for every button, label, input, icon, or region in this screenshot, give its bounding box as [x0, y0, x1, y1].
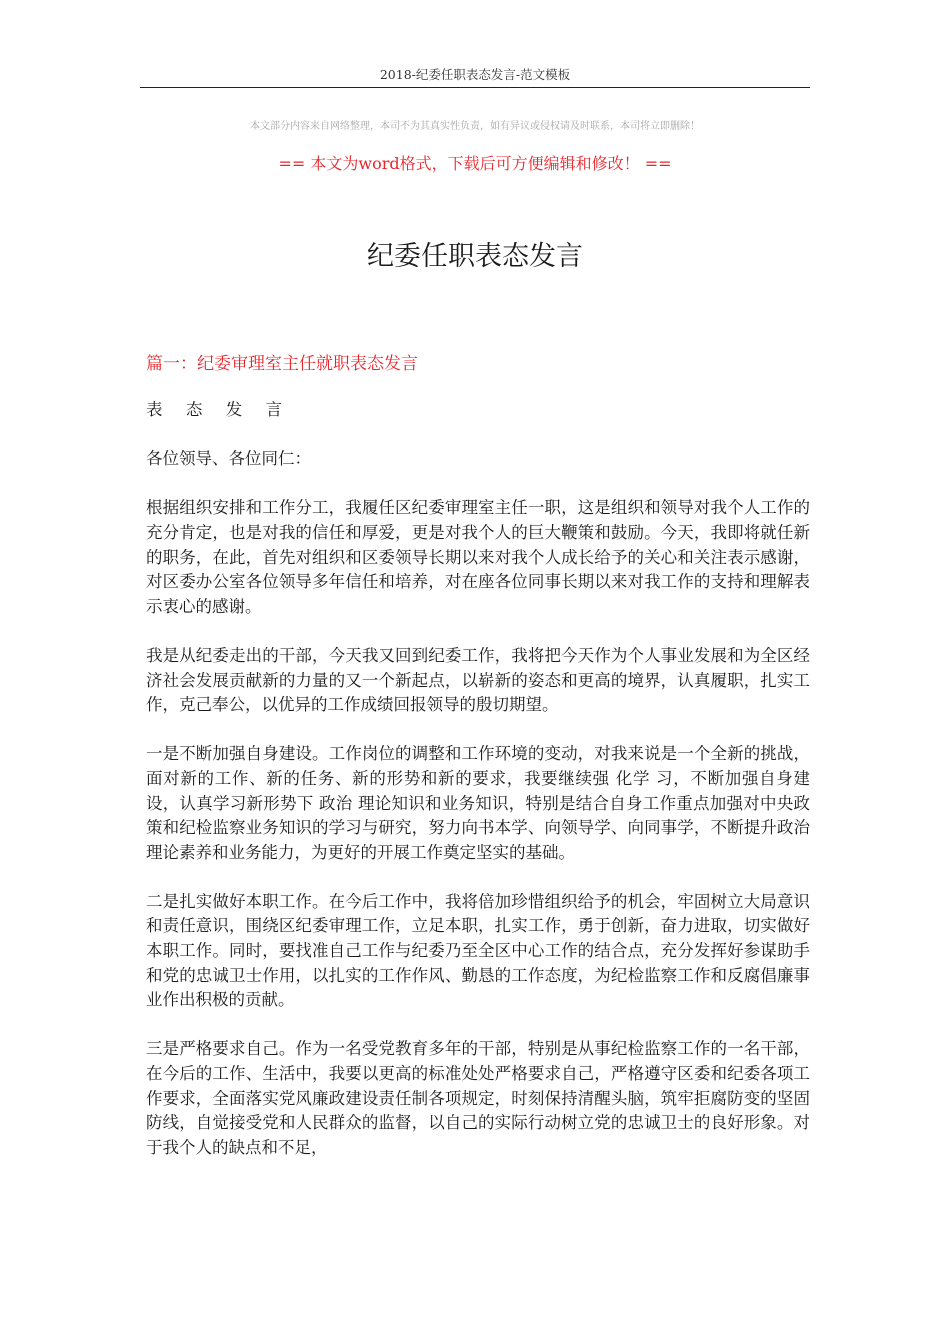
body-paragraph: 二是扎实做好本职工作。在今后工作中，我将倍加珍惜组织给予的机会，牢固树立大局意识和责任意识，围绕区纪委审理工作，立足本职，扎实工作，勇于创新，奋力进取，切实做好本职工作。同时，要找准自己工作与纪委乃至全区中心工作的结合点，充分发挥好参谋助手和党的忠诚卫士作用，以扎实的工作作风、勤恳的工作态度，为纪检监察工作和反腐倡廉事业作出积极的贡献。 [146, 891, 810, 1010]
speech-heading: 表 态 发 言 [146, 400, 292, 419]
body-paragraph: 三是严格要求自己。作为一名受党教育多年的干部，特别是从事纪检监察工作的一名干部，在今后的工作、生活中，我要以更高的标准处处严格要求自己，严格遵守区委和纪委各项工作要求，全面落实党风廉政建设责任制各项规定，时刻保持清醒头脑，筑牢拒腐防变的坚固防线，自觉接受党和人民群众的监督，以自己的实际行动树立党的忠诚卫士的良好形象。对于我个人的缺点和不足， [146, 1039, 810, 1157]
document-title: 纪委任职表态发言 [367, 241, 583, 272]
format-notice: == 本文为word格式，下载后可方便编辑和修改！ == [278, 154, 672, 173]
running-header: 2018-纪委任职表态发言-范文模板 [379, 67, 571, 82]
body-paragraph: 我是从纪委走出的干部，今天我又回到纪委工作，我将把今天作为个人事业发展和为全区经济社会发展贡献新的力量的又一个新起点，以崭新的姿态和更高的境界，认真履职，扎实工作，克己奉公，以优异的工作成绩回报领导的殷切期望。 [146, 645, 810, 715]
salutation: 各位领导、各位同仁： [146, 449, 311, 469]
header-divider [140, 87, 810, 88]
copyright-disclaimer: 本文部分内容来自网络整理，本司不为其真实性负责，如有异议或侵权请及时联系，本司将立即删除！ [250, 121, 700, 132]
document-body [146, 398, 810, 1185]
section-title: 篇一：纪委审理室主任就职表态发言 [146, 354, 418, 374]
body-paragraph: 根据组织安排和工作分工，我履任区纪委审理室主任一职，这是组织和领导对我个人工作的充分肯定，也是对我的信任和厚爱，更是对我个人的巨大鞭策和鼓励。今天，我即将就任新的职务，在此，首先对组织和区委领导长期以来对我个人成长给予的关心和关注表示感谢，对区委办公室各位领导多年信任和培养，对在座各位同事长期以来对我工作的支持和理解表示衷心的感谢。 [146, 498, 810, 616]
body-paragraph: 一是不断加强自身建设。工作岗位的调整和工作环境的变动，对我来说是一个全新的挑战，面对新的工作、新的任务、新的形势和新的要求，我要继续强 化学 习，不断加强自身建设，认真学习新形势下 政治 理论知识和业务知识，特别是结合自身工作重点加强对中央政策和纪检监察业务知识的学习与研究，努力向书本学、向领导学、向同事学，不断提升政治理论素养和业务能力，为更好的开展工作奠定坚实的基础。 [146, 744, 810, 862]
